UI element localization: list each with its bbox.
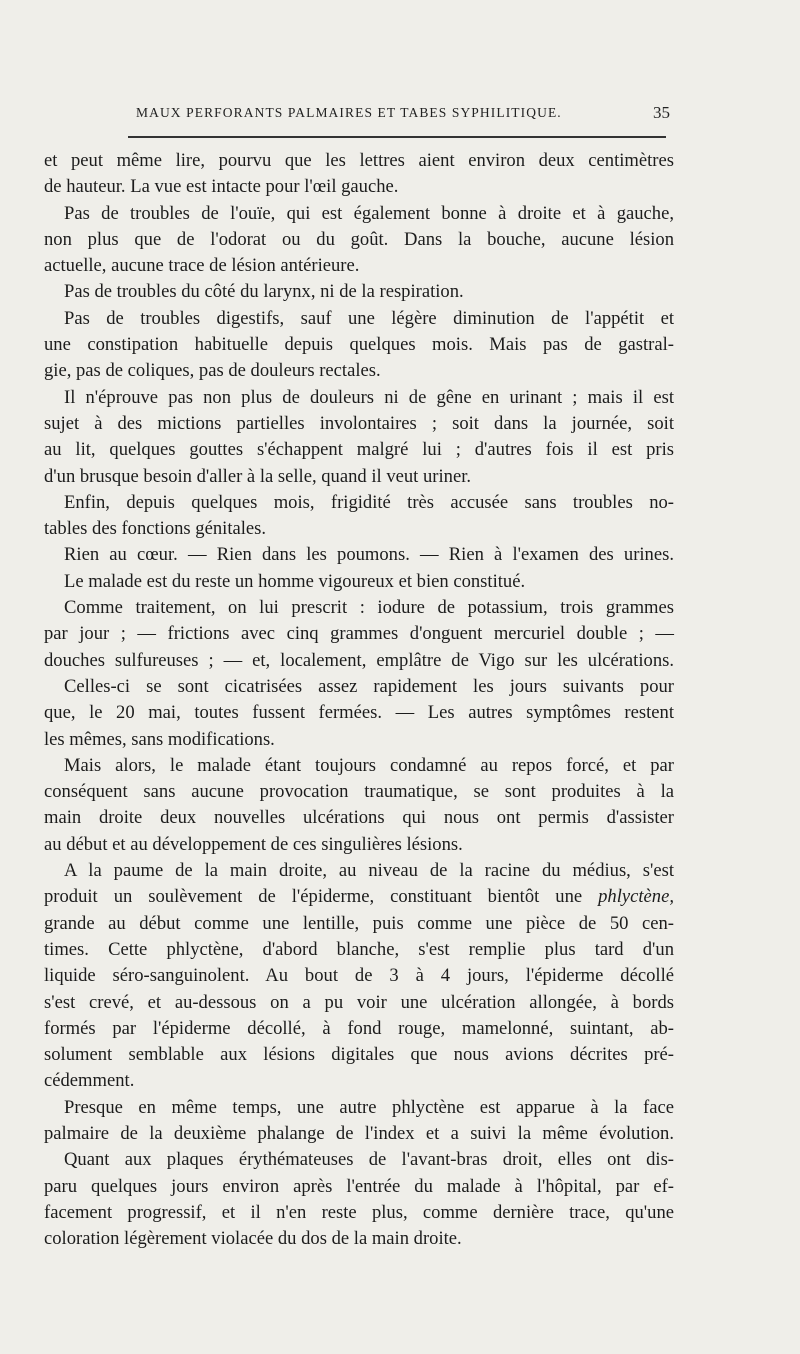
text-line: paru quelques jours environ après l'entrée du malade à l'hôpital, par ef-	[44, 1175, 674, 1197]
text-line: produit un soulèvement de l'épiderme, constituant bientôt une phlyctène,	[44, 886, 674, 908]
text-line: d'un brusque besoin d'aller à la selle, quand il veut uriner.	[44, 465, 472, 487]
text-line: times. Cette phlyctène, d'abord blanche, s'est remplie plus tard d'un	[44, 938, 674, 960]
text-line: Pas de troubles de l'ouïe, qui est également bonne à droite et à gauche,	[64, 202, 674, 224]
text-line: conséquent sans aucune provocation traumatique, se sont produites à la	[44, 781, 674, 803]
text-line: non plus que de l'odorat ou du goût. Dans la bouche, aucune lésion	[44, 228, 674, 250]
text-line: grande au début comme une lentille, puis comme une pièce de 50 cen-	[44, 912, 674, 934]
text-line: Pas de troubles du côté du larynx, ni de la respiration.	[64, 281, 464, 303]
text-line: Pas de troubles digestifs, sauf une légère diminution de l'appétit et	[64, 307, 674, 329]
text-line: les mêmes, sans modifications.	[44, 728, 275, 750]
text-line: au lit, quelques gouttes s'échappent malgré lui ; d'autres fois il est pris	[44, 439, 674, 461]
text-line: au début et au développement de ces singulières lésions.	[44, 833, 463, 855]
text-line: une constipation habituelle depuis quelques mois. Mais pas de gastral-	[44, 334, 674, 356]
text-line: par jour ; — frictions avec cinq grammes d'onguent mercuriel double ; —	[44, 623, 674, 645]
text-line: Presque en même temps, une autre phlyctène est apparue à la face	[64, 1096, 674, 1118]
text-line: Comme traitement, on lui prescrit : iodure de potassium, trois grammes	[64, 597, 674, 619]
running-title: MAUX PERFORANTS PALMAIRES ET TABES SYPHILITIQUE.	[136, 105, 562, 120]
text-line: Le malade est du reste un homme vigoureux et bien constitué.	[64, 570, 526, 592]
text-line: douches sulfureuses ; — et, localement, emplâtre de Vigo sur les ulcérations.	[44, 649, 674, 671]
header-rule	[128, 136, 666, 138]
page-number: 35	[653, 103, 670, 122]
text-line: Il n'éprouve pas non plus de douleurs ni de gêne en urinant ; mais il est	[64, 386, 674, 408]
text-line: Rien au cœur. — Rien dans les poumons. — Rien à l'examen des urines.	[64, 544, 674, 566]
text-line: et peut même lire, pourvu que les lettres aient environ deux centimètres	[44, 150, 674, 171]
running-head	[100, 103, 670, 125]
text-line: Mais alors, le malade étant toujours condamné au repos forcé, et par	[64, 754, 674, 776]
text-line: actuelle, aucune trace de lésion antérieure.	[44, 255, 360, 277]
text-line: palmaire de la deuxième phalange de l'index et a suivi la même évolution.	[44, 1122, 674, 1144]
text-line: de hauteur. La vue est intacte pour l'œil gauche.	[44, 176, 399, 198]
text-line: s'est crevé, et au-dessous on a pu voir une ulcération allongée, à bords	[44, 991, 674, 1013]
text-line: Celles-ci se sont cicatrisées assez rapidement les jours suivants pour	[64, 675, 674, 697]
text-line: facement progressif, et il n'en reste plus, comme dernière trace, qu'une	[44, 1201, 674, 1223]
text-line: gie, pas de coliques, pas de douleurs rectales.	[44, 360, 381, 382]
text-line: solument semblable aux lésions digitales que nous avions décrites pré-	[44, 1044, 674, 1066]
text-line: formés par l'épiderme décollé, à fond rouge, mamelonné, suintant, ab-	[44, 1017, 674, 1039]
text-line: que, le 20 mai, toutes fussent fermées. — Les autres symptômes restent	[44, 702, 674, 724]
text-line: Quant aux plaques érythémateuses de l'avant-bras droit, elles ont dis-	[64, 1149, 674, 1171]
text-line: tables des fonctions génitales.	[44, 518, 267, 540]
text-line: sujet à des mictions partielles involontaires ; soit dans la journée, soit	[44, 412, 674, 434]
body-text	[44, 148, 674, 1252]
text-line: cédemment.	[44, 1070, 135, 1092]
text-line: Enfin, depuis quelques mois, frigidité très accusée sans troubles no-	[64, 491, 674, 513]
text-line: liquide séro-sanguinolent. Au bout de 3 à 4 jours, l'épiderme décollé	[44, 965, 674, 987]
text-line: coloration légèrement violacée du dos de la main droite.	[44, 1228, 462, 1250]
text-line: main droite deux nouvelles ulcérations qui nous ont permis d'assister	[44, 807, 674, 829]
text-line: A la paume de la main droite, au niveau de la racine du médius, s'est	[64, 860, 674, 882]
